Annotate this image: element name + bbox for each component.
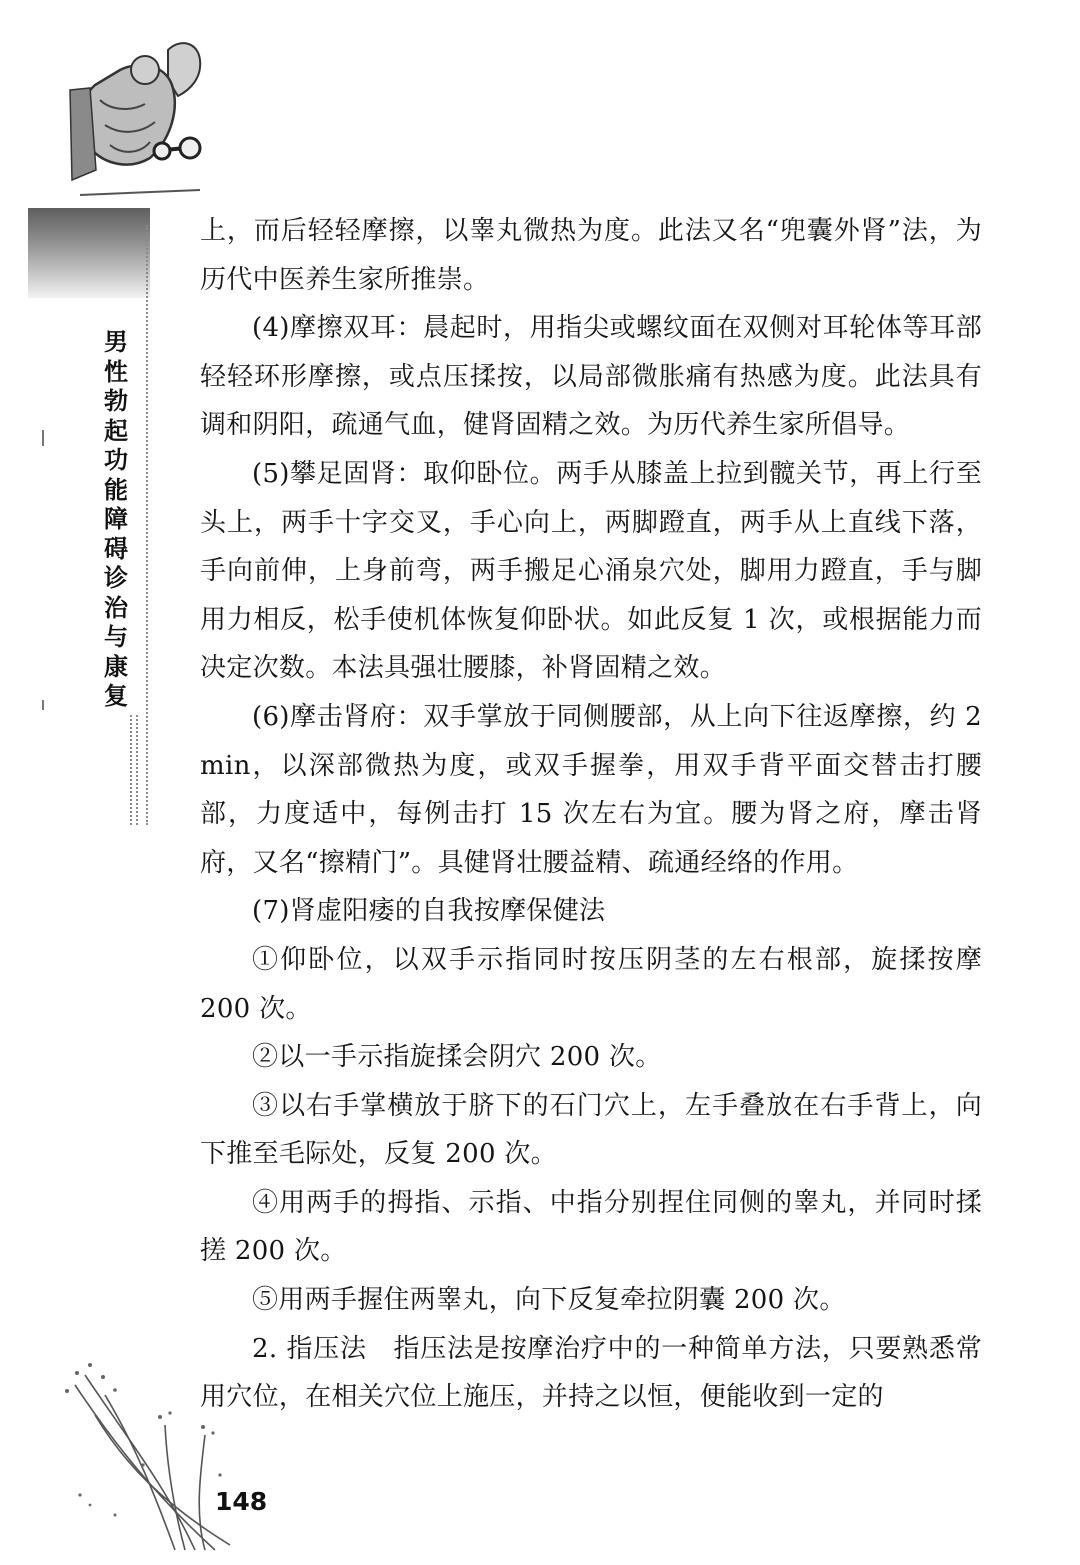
header-gray-band: [28, 208, 150, 298]
margin-dotted-rule-2: [136, 715, 138, 825]
margin-dotted-rule: [146, 225, 148, 825]
margin-dotted-rule-3: [130, 715, 132, 825]
page-number: 148: [215, 1487, 268, 1516]
paragraph: ③以右手掌横放于脐下的石门穴上，左手叠放在右手背上，向下推至毛际处，反复 200 次。: [200, 1090, 982, 1170]
bodybuilder-illustration: [50, 30, 210, 205]
body-text: [200, 207, 982, 1422]
paragraph: ⑤用两手握住两睾丸，向下反复牵拉阴囊 200 次。: [252, 1285, 846, 1316]
paragraph: (5)攀足固肾：取仰卧位。两手从膝盖上拉到髋关节，再上行至头上，两手十字交叉，手心向上，两脚蹬直，两手从上直线下落，手向前伸，上身前弯，两手搬足心涌泉穴处，脚用力蹬直，手与脚用力相反，松手使机体恢复仰卧状。如此反复 1 次，或根据能力而决定次数。本法具强壮腰膝，补肾固精之效。: [200, 458, 982, 684]
paragraph: ④用两手的拇指、示指、中指分别捏住同侧的睾丸，并同时揉搓 200 次。: [200, 1187, 982, 1267]
paragraph: (6)摩击肾府：双手掌放于同侧腰部，从上向下往返摩擦，约 2 min，以深部微热为度，或双手握拳，用双手背平面交替击打腰部，力度适中，每例击打 15 次左右为宜。腰为肾之府，摩击肾府，又名“擦精门”。具健肾壮腰益精、疏通经络的作用。: [200, 701, 982, 878]
running-title: 男性勃起功能障碍诊治与康复: [104, 328, 128, 710]
margin-tick: [42, 430, 44, 446]
paragraph: ①仰卧位，以双手示指同时按压阴茎的左右根部，旋揉按摩 200 次。: [200, 944, 982, 1024]
paragraph: (7)肾虚阳痿的自我按摩保健法: [252, 896, 606, 927]
paragraph: 上，而后轻轻摩擦，以睾丸微热为度。此法又名“兜囊外肾”法，为历代中医养生家所推崇。: [200, 216, 982, 295]
margin-tick: [42, 700, 44, 710]
paragraph: (4)摩擦双耳：晨起时，用指尖或螺纹面在双侧对耳轮体等耳部轻轻环形摩擦，或点压揉按，以局部微胀痛有热感为度。此法具有调和阴阳，疏通气血，健肾固精之效。为历代养生家所倡导。: [200, 313, 982, 441]
firework-sketch-illustration: [55, 1355, 245, 1555]
paragraph: 2. 指压法 指压法是按摩治疗中的一种简单方法，只要熟悉常用穴位，在相关穴位上施压，并持之以恒，便能收到一定的: [200, 1333, 982, 1413]
paragraph: ②以一手示指旋揉会阴穴 200 次。: [252, 1042, 662, 1073]
